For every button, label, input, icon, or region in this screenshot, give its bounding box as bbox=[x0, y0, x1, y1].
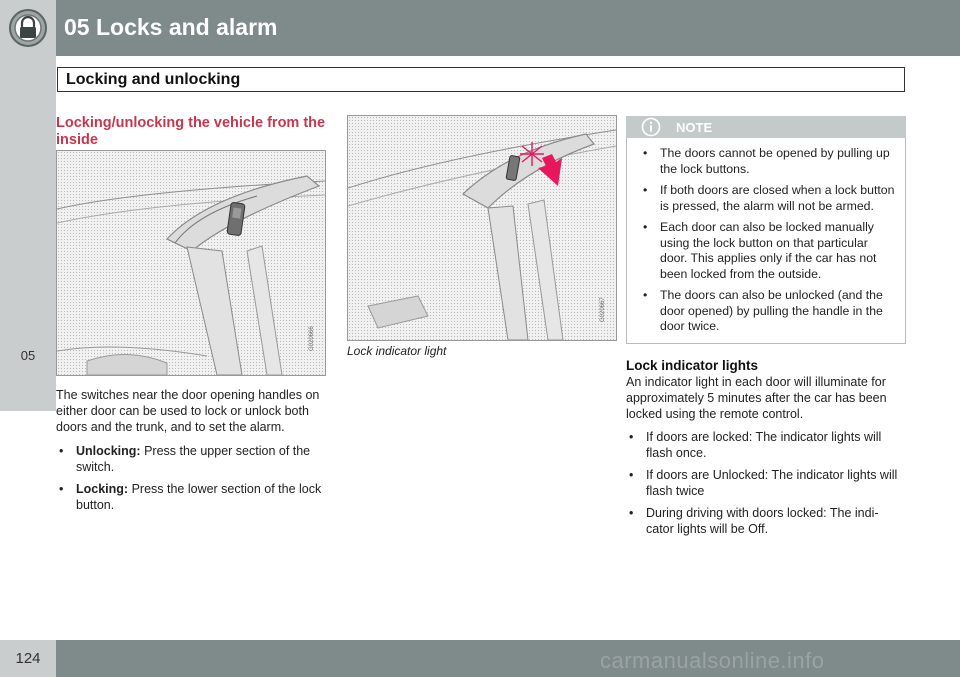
left-column bbox=[56, 115, 326, 149]
list-item: • If both doors are closed when a lock button is pressed, the alarm will not be armed. bbox=[640, 183, 898, 214]
list-item: • Each door can also be locked manually using the lock button on that particular door. This applies only if the car has not been locked from the outside. bbox=[640, 220, 898, 282]
list-item: • Locking: Press the lower section of the lock button. bbox=[56, 481, 324, 513]
locking-heading: Locking/unlocking the vehicle from the inside bbox=[56, 115, 326, 148]
list-item: • The doors cannot be opened by pulling up the lock buttons. bbox=[640, 146, 898, 177]
lock-indicator-paragraph: An indicator light in each door will illuminate for approximately 5 minutes after the car has been locked using the remote control. bbox=[626, 375, 887, 421]
locking-bullet-list bbox=[56, 443, 324, 519]
note-bullet-list bbox=[640, 146, 898, 341]
locking-paragraph: The switches near the door opening handles on either door can be used to lock or unlock both doors and the trunk, and to set the alarm. bbox=[56, 388, 320, 434]
list-item: • Unlocking: Press the upper section of the switch. bbox=[56, 443, 324, 475]
door-switch-illustration bbox=[57, 151, 325, 375]
lock-indicator-section bbox=[626, 358, 906, 543]
list-item: • The doors can also be unlocked (and the door opened) by pulling the handle in the door twice. bbox=[640, 288, 898, 335]
note-label: NOTE bbox=[676, 120, 713, 135]
watermark: carmanualsonline.info bbox=[600, 648, 825, 673]
figure-caption: Lock indicator light bbox=[347, 344, 447, 358]
door-switch-figure bbox=[56, 150, 326, 376]
chapter-icon-box bbox=[0, 0, 56, 56]
lock-indicator-illustration bbox=[348, 116, 616, 340]
lock-indicator-heading: Lock indicator lights bbox=[626, 358, 759, 373]
lock-indicator-figure bbox=[347, 115, 617, 341]
chapter-title: 05 Locks and alarm bbox=[64, 14, 278, 40]
padlock-icon bbox=[0, 0, 56, 56]
section-title: Locking and unlocking bbox=[66, 71, 241, 88]
lock-indicator-bullet-list bbox=[626, 429, 906, 537]
list-item: • If doors are locked: The indicator lights will flash once. bbox=[626, 429, 906, 461]
page-number: 124 bbox=[15, 650, 41, 667]
info-icon bbox=[640, 116, 662, 138]
note-header bbox=[626, 116, 906, 138]
figure-code-left: G020666 bbox=[309, 326, 315, 351]
figure-code-middle: G020667 bbox=[600, 297, 606, 322]
list-item: • During driving with doors locked: The indi-cator lights will be Off. bbox=[626, 505, 906, 537]
sidebar-chapter-number: 05 bbox=[20, 348, 36, 363]
list-item: • If doors are Unlocked: The indicator lights will flash twice bbox=[626, 467, 906, 499]
